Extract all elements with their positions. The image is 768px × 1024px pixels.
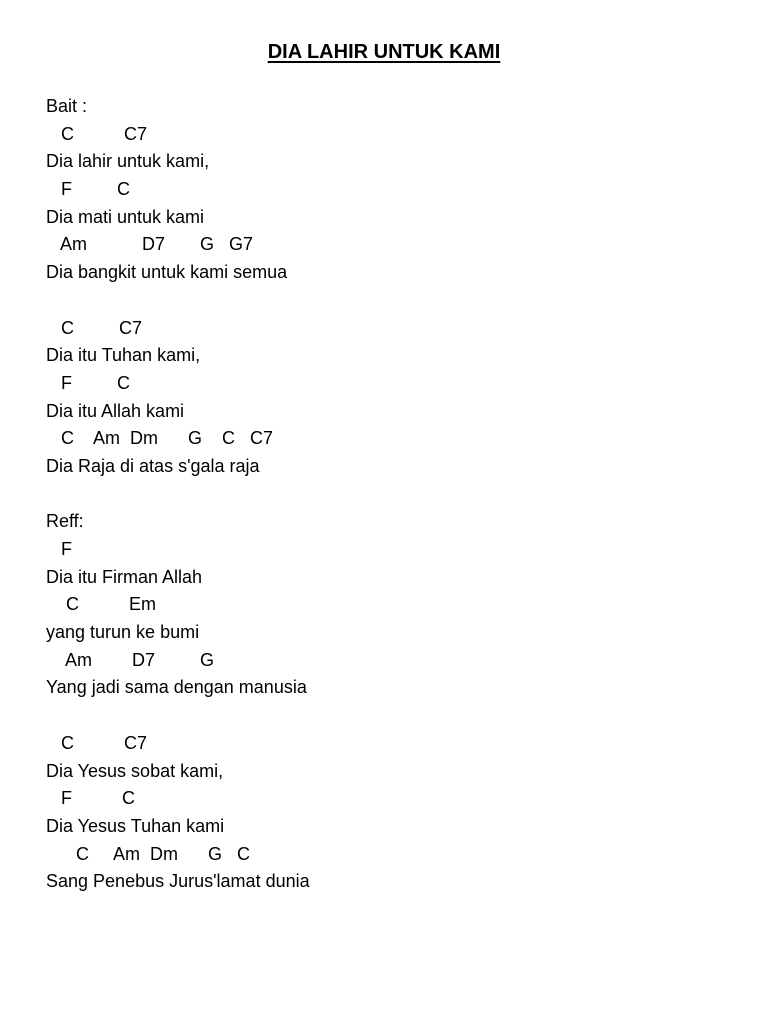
lyric-line: Dia itu Tuhan kami,: [46, 345, 201, 366]
chord-line: C Em: [46, 594, 157, 615]
lyric-line: yang turun ke bumi: [46, 622, 200, 643]
lyric-line: Sang Penebus Jurus'lamat dunia: [46, 871, 310, 892]
blank-line: [46, 702, 726, 730]
chord-line: F C: [46, 788, 136, 809]
chord-line: C C7: [46, 123, 148, 144]
song-title: DIA LAHIR UNTUK KAMI: [267, 41, 501, 63]
lyric-line: Dia lahir untuk kami,: [46, 151, 210, 172]
blank-line: [46, 481, 726, 509]
chord-line: F C: [46, 372, 131, 393]
lyric-line: Dia Yesus sobat kami,: [46, 760, 224, 781]
chord-line: F C: [46, 179, 131, 200]
chord-line: Am D7 G G7: [46, 234, 254, 255]
chord-line: C C7: [46, 732, 148, 753]
chord-line: Am D7 G: [46, 649, 215, 670]
lyric-line: Dia Yesus Tuhan kami: [46, 815, 225, 836]
blank-line: [46, 287, 726, 315]
lyric-line: Dia Raja di atas s'gala raja: [46, 455, 260, 476]
chord-line: F: [46, 539, 72, 559]
lyric-line: Dia mati untuk kami: [46, 206, 205, 227]
chord-line: C Am Dm G C: [46, 843, 251, 864]
chord-line: C C7: [46, 317, 143, 338]
section-label-reff: Reff:: [46, 511, 84, 532]
lyric-line: Dia itu Firman Allah: [46, 566, 203, 587]
section-label-bait: Bait :: [46, 96, 88, 116]
lyric-line: Yang jadi sama dengan manusia: [46, 677, 307, 698]
lyrics-body: [46, 93, 726, 896]
lyric-line: Dia itu Allah kami: [46, 400, 185, 421]
chord-line: C Am Dm G C C7: [46, 428, 274, 449]
lyric-line: Dia bangkit untuk kami semua: [46, 262, 288, 283]
